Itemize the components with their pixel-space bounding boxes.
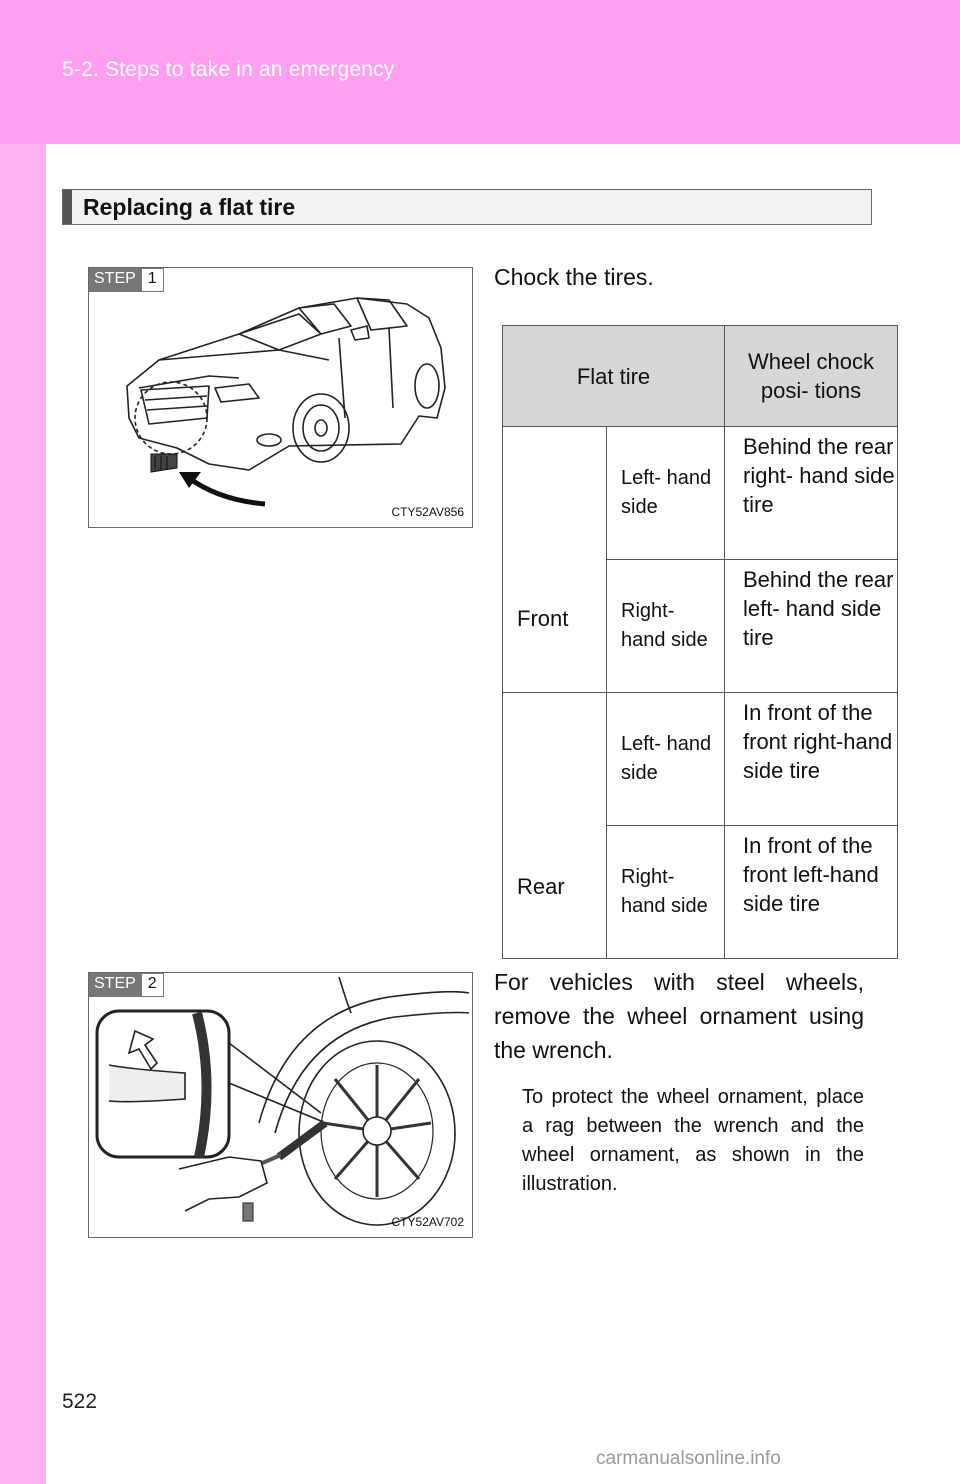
table-position: In front of the front left-hand side tire xyxy=(725,826,898,959)
watermark: carmanualsonline.info xyxy=(596,1448,781,1469)
table-side: Left- hand side xyxy=(607,427,725,560)
wheel-ornament-illustration xyxy=(89,973,474,1239)
table-position: Behind the rear left- hand side tire xyxy=(725,560,898,693)
step2-note: To protect the wheel ornament, place a rag between the wrench and the wheel ornament, as shown in the illustration. xyxy=(522,1086,864,1195)
figure-code: CTY52AV856 xyxy=(391,505,464,519)
heading-bar xyxy=(63,190,72,224)
table-header-flat-tire: Flat tire xyxy=(503,326,725,427)
chapter-title: 5-2. Steps to take in an emergency xyxy=(62,58,395,81)
step-number: 2 xyxy=(141,973,164,997)
table-row xyxy=(503,427,898,560)
section-heading-text: Replacing a flat tire xyxy=(83,194,296,220)
step-label: STEP xyxy=(89,268,141,292)
side-band xyxy=(0,144,46,1484)
table-group-rear: Rear xyxy=(503,693,607,959)
step1-instruction: Chock the tires. xyxy=(494,264,654,290)
table-side: Left- hand side xyxy=(607,693,725,826)
step1-figure xyxy=(88,267,473,528)
section-heading xyxy=(62,189,872,225)
car-chock-illustration xyxy=(89,268,474,529)
table-group-front: Front xyxy=(503,427,607,693)
step-label: STEP xyxy=(89,973,141,997)
step2-badge xyxy=(89,973,164,997)
step-number: 1 xyxy=(141,268,164,292)
page-number: 522 xyxy=(62,1390,98,1413)
table-side: Right- hand side xyxy=(607,560,725,693)
figure-code: CTY52AV702 xyxy=(391,1215,464,1229)
step2-instruction: For vehicles with steel wheels, remove the wheel ornament using the wrench. xyxy=(494,969,864,1063)
table-header-chock-positions: Wheel chock posi- tions xyxy=(725,326,898,427)
wheel-chock-table xyxy=(502,325,898,959)
table-row xyxy=(503,693,898,826)
table-position: Behind the rear right- hand side tire xyxy=(725,427,898,560)
step1-badge xyxy=(89,268,164,292)
table-position: In front of the front right-hand side tire xyxy=(725,693,898,826)
step2-figure xyxy=(88,972,473,1238)
table-side: Right- hand side xyxy=(607,826,725,959)
